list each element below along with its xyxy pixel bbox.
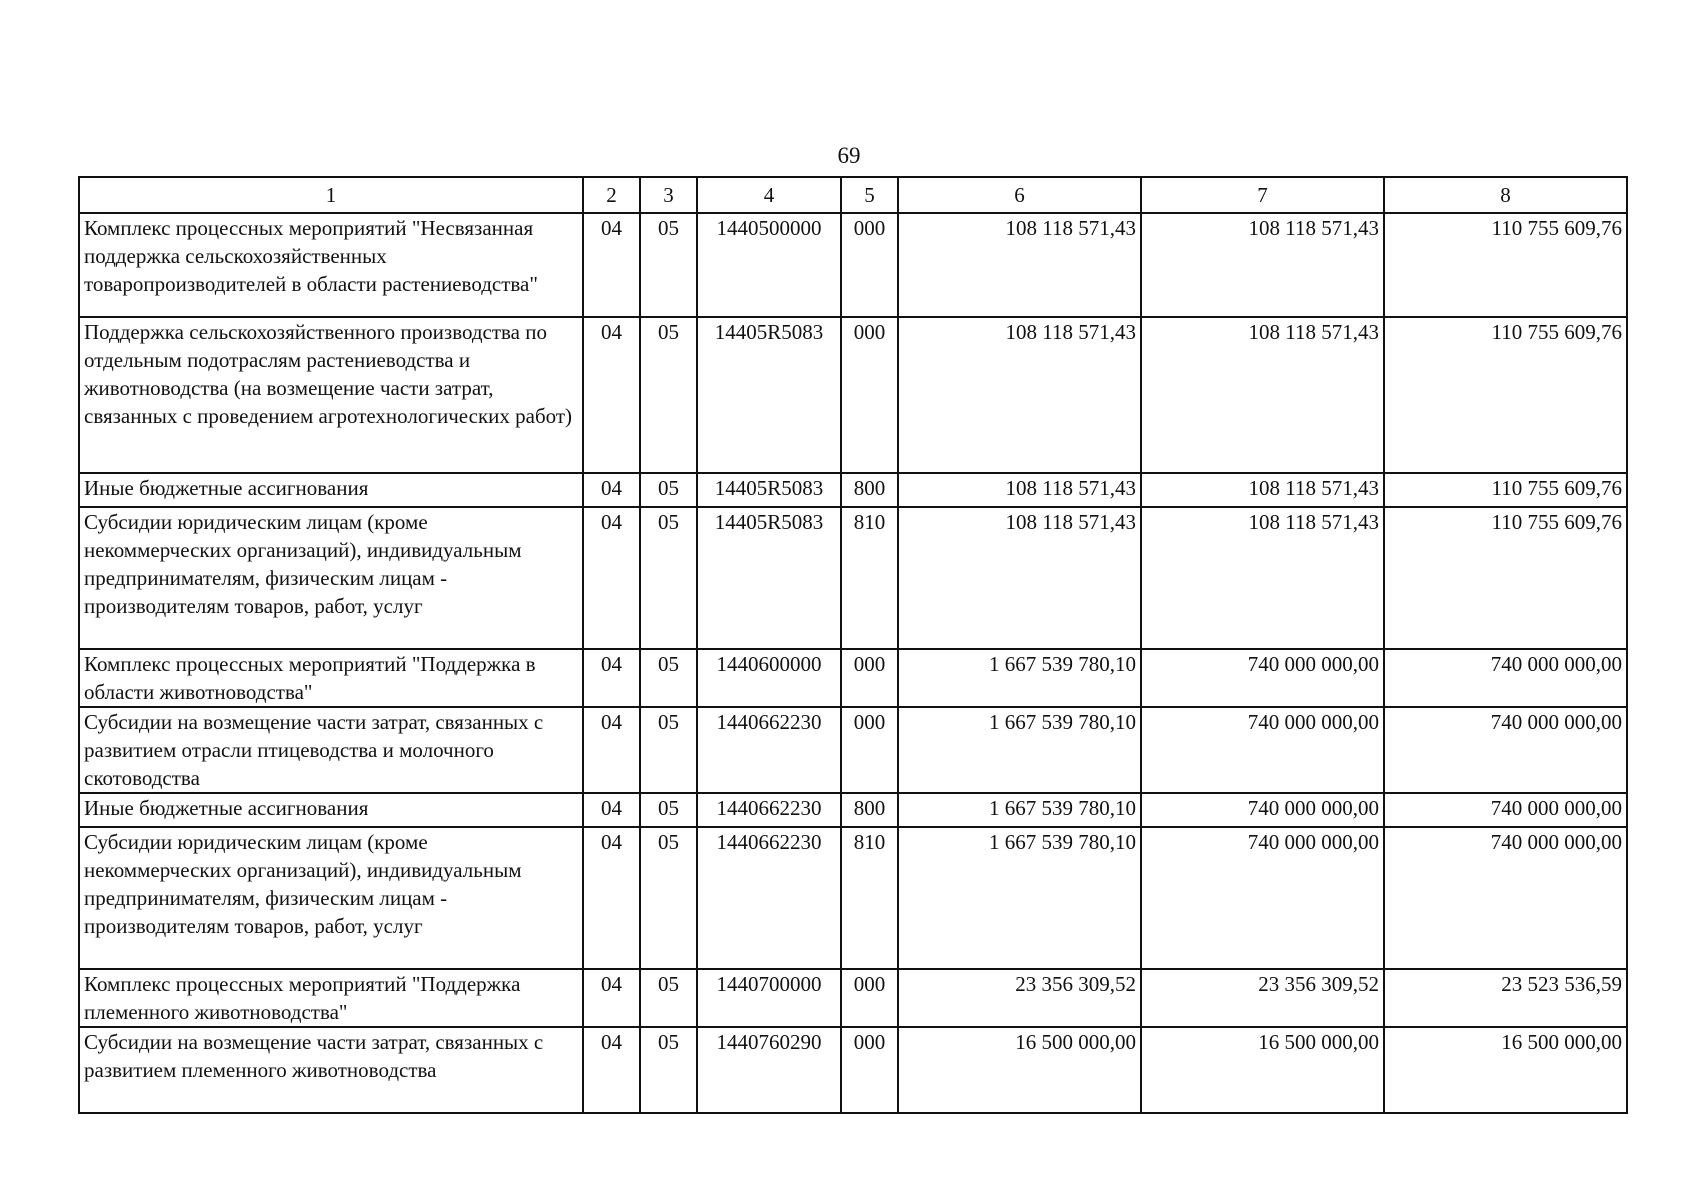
row-amount-6: 1 667 539 780,10 — [898, 707, 1141, 793]
row-amount-6: 16 500 000,00 — [898, 1027, 1141, 1113]
header-col-3: 3 — [640, 177, 697, 213]
table-row — [79, 827, 1627, 969]
row-subsection: 05 — [640, 213, 697, 317]
table-row — [79, 473, 1627, 507]
row-name: Поддержка сельскохозяйственного производства по отдельным подотраслям растениеводства и животноводства (на возмещение части затрат, связанных с проведением агротехнологических работ) — [79, 317, 583, 473]
row-name: Иные бюджетные ассигнования — [79, 473, 583, 507]
row-amount-8: 23 523 536,59 — [1384, 969, 1627, 1027]
row-target-article: 1440760290 — [697, 1027, 841, 1113]
row-section: 04 — [583, 707, 640, 793]
row-subsection: 05 — [640, 649, 697, 707]
row-target-article: 1440662230 — [697, 827, 841, 969]
row-expense-type: 000 — [841, 317, 898, 473]
header-col-2: 2 — [583, 177, 640, 213]
row-name: Комплекс процессных мероприятий "Поддержка в области животноводства" — [79, 649, 583, 707]
row-name: Субсидии на возмещение части затрат, связанных с развитием племенного животноводства — [79, 1027, 583, 1113]
row-amount-8: 740 000 000,00 — [1384, 707, 1627, 793]
row-subsection: 05 — [640, 707, 697, 793]
row-name: Субсидии юридическим лицам (кроме некоммерческих организаций), индивидуальным предпринимателям, физическим лицам - производителям товаров, работ, услуг — [79, 827, 583, 969]
row-subsection: 05 — [640, 793, 697, 827]
row-name: Иные бюджетные ассигнования — [79, 793, 583, 827]
row-target-article: 14405R5083 — [697, 473, 841, 507]
header-col-1: 1 — [79, 177, 583, 213]
header-row — [79, 177, 1627, 213]
row-subsection: 05 — [640, 317, 697, 473]
row-amount-6: 108 118 571,43 — [898, 473, 1141, 507]
row-amount-6: 23 356 309,52 — [898, 969, 1141, 1027]
row-section: 04 — [583, 213, 640, 317]
row-expense-type: 000 — [841, 213, 898, 317]
row-expense-type: 000 — [841, 649, 898, 707]
row-target-article: 1440662230 — [697, 793, 841, 827]
row-amount-6: 108 118 571,43 — [898, 213, 1141, 317]
row-expense-type: 000 — [841, 707, 898, 793]
row-expense-type: 800 — [841, 793, 898, 827]
row-amount-7: 108 118 571,43 — [1141, 213, 1384, 317]
row-amount-7: 108 118 571,43 — [1141, 507, 1384, 649]
row-amount-8: 110 755 609,76 — [1384, 317, 1627, 473]
row-amount-6: 108 118 571,43 — [898, 507, 1141, 649]
row-amount-6: 108 118 571,43 — [898, 317, 1141, 473]
table-row — [79, 793, 1627, 827]
header-col-8: 8 — [1384, 177, 1627, 213]
row-amount-7: 23 356 309,52 — [1141, 969, 1384, 1027]
page-number: 69 — [837, 143, 861, 168]
row-expense-type: 810 — [841, 507, 898, 649]
table-row — [79, 707, 1627, 793]
row-name: Субсидии юридическим лицам (кроме некоммерческих организаций), индивидуальным предпринимателям, физическим лицам - производителям товаров, работ, услуг — [79, 507, 583, 649]
row-amount-8: 740 000 000,00 — [1384, 827, 1627, 969]
row-section: 04 — [583, 507, 640, 649]
table-row — [79, 969, 1627, 1027]
row-amount-6: 1 667 539 780,10 — [898, 827, 1141, 969]
row-subsection: 05 — [640, 969, 697, 1027]
row-amount-7: 740 000 000,00 — [1141, 707, 1384, 793]
row-expense-type: 000 — [841, 969, 898, 1027]
row-amount-8: 740 000 000,00 — [1384, 793, 1627, 827]
table-row — [79, 649, 1627, 707]
row-subsection: 05 — [640, 1027, 697, 1113]
row-section: 04 — [583, 317, 640, 473]
header-col-7: 7 — [1141, 177, 1384, 213]
table-row — [79, 317, 1627, 473]
header-col-4: 4 — [697, 177, 841, 213]
row-target-article: 1440700000 — [697, 969, 841, 1027]
row-amount-7: 740 000 000,00 — [1141, 793, 1384, 827]
row-amount-7: 108 118 571,43 — [1141, 317, 1384, 473]
row-target-article: 14405R5083 — [697, 507, 841, 649]
table-body — [79, 213, 1627, 1113]
row-section: 04 — [583, 793, 640, 827]
row-name: Комплекс процессных мероприятий "Несвязанная поддержка сельскохозяйственных товаропроизводителей в области растениеводства" — [79, 213, 583, 317]
row-amount-7: 740 000 000,00 — [1141, 827, 1384, 969]
table-header — [79, 177, 1627, 213]
row-target-article: 14405R5083 — [697, 317, 841, 473]
row-amount-7: 108 118 571,43 — [1141, 473, 1384, 507]
row-amount-7: 740 000 000,00 — [1141, 649, 1384, 707]
header-col-5: 5 — [841, 177, 898, 213]
row-amount-7: 16 500 000,00 — [1141, 1027, 1384, 1113]
row-expense-type: 810 — [841, 827, 898, 969]
row-amount-6: 1 667 539 780,10 — [898, 649, 1141, 707]
header-col-6: 6 — [898, 177, 1141, 213]
table-row — [79, 213, 1627, 317]
row-amount-8: 110 755 609,76 — [1384, 507, 1627, 649]
row-expense-type: 000 — [841, 1027, 898, 1113]
row-amount-6: 1 667 539 780,10 — [898, 793, 1141, 827]
row-section: 04 — [583, 473, 640, 507]
row-section: 04 — [583, 969, 640, 1027]
table-row — [79, 507, 1627, 649]
row-section: 04 — [583, 649, 640, 707]
row-subsection: 05 — [640, 827, 697, 969]
row-subsection: 05 — [640, 473, 697, 507]
budget-table — [78, 176, 1628, 1114]
row-target-article: 1440662230 — [697, 707, 841, 793]
row-target-article: 1440500000 — [697, 213, 841, 317]
row-section: 04 — [583, 827, 640, 969]
row-amount-8: 110 755 609,76 — [1384, 213, 1627, 317]
row-expense-type: 800 — [841, 473, 898, 507]
row-amount-8: 16 500 000,00 — [1384, 1027, 1627, 1113]
row-amount-8: 110 755 609,76 — [1384, 473, 1627, 507]
row-subsection: 05 — [640, 507, 697, 649]
row-section: 04 — [583, 1027, 640, 1113]
row-amount-8: 740 000 000,00 — [1384, 649, 1627, 707]
table-row — [79, 1027, 1627, 1113]
row-name: Комплекс процессных мероприятий "Поддержка племенного животноводства" — [79, 969, 583, 1027]
row-target-article: 1440600000 — [697, 649, 841, 707]
row-name: Субсидии на возмещение части затрат, связанных с развитием отрасли птицеводства и молочного скотоводства — [79, 707, 583, 793]
